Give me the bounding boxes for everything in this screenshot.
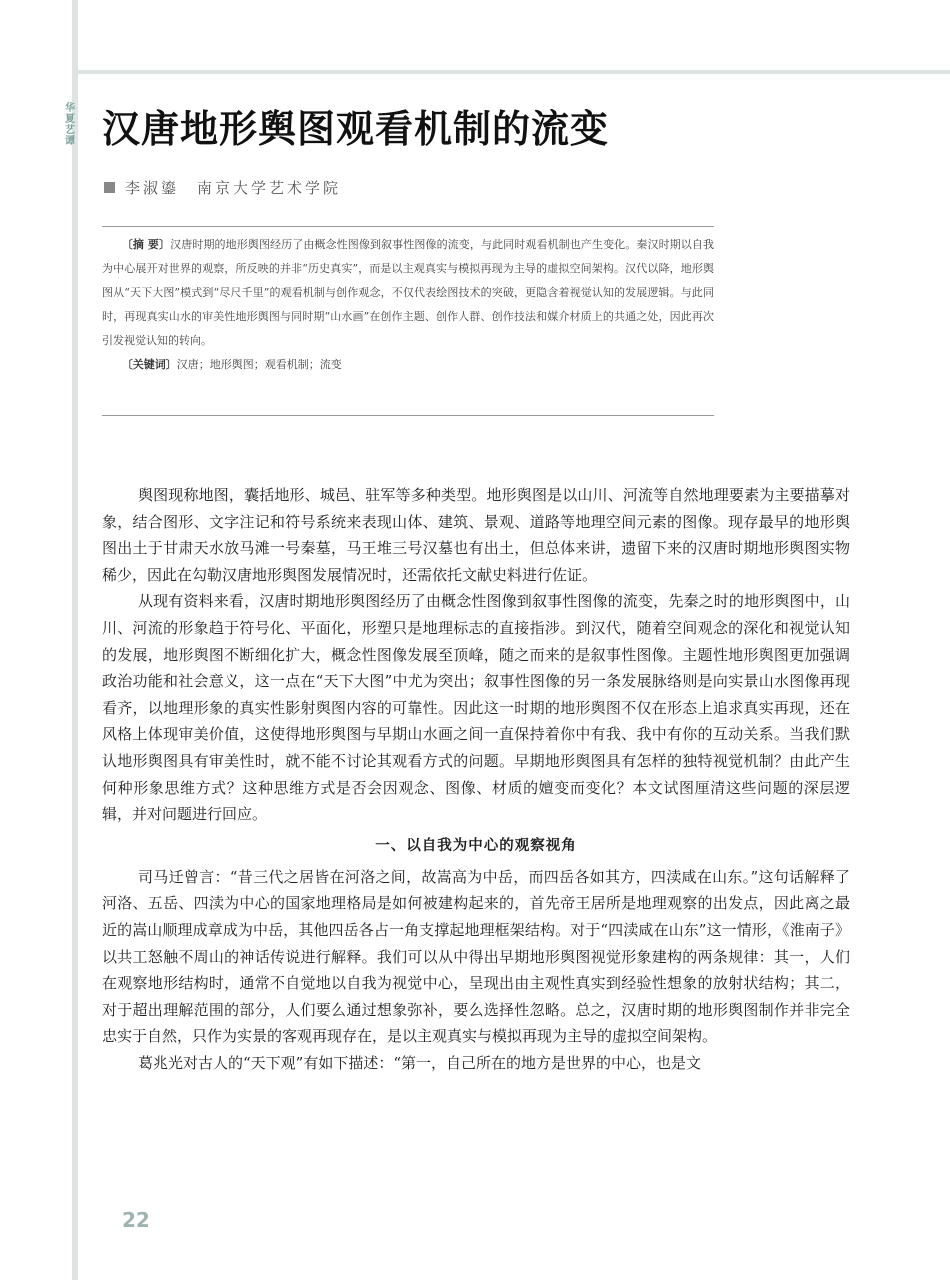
body-paragraph-1: 舆图现称地图，囊括地形、城邑、驻军等多种类型。地形舆图是以山川、河流等自然地理要素为主要描摹对象，结合图形、文字注记和符号系统来表现山体、建筑、景观、道路等地理空间元素的图像。现存最早的地形舆图出土于甘肃天水放马滩一号秦墓，马王堆三号汉墓也有出土，但总体来讲，遗留下来的汉唐时期地形舆图实物稀少，因此在勾勒汉唐地形舆图发展情况时，还需依托文献史料进行佐证。: [102, 486, 850, 584]
article-body: [102, 482, 850, 1076]
keywords-paragraph: [102, 353, 714, 377]
header-rule: [78, 70, 950, 74]
section-heading-1: 一、以自我为中心的观察视角: [375, 836, 577, 854]
body-paragraph-4: 葛兆光对古人的“天下观”有如下描述：“第一，自己所在的地方是世界的中心，也是文: [138, 1053, 702, 1072]
body-paragraph-3: 司马迁曾言：“昔三代之居皆在河洛之间，故嵩高为中岳，而四岳各如其方，四渎咸在山东。”这句话解释了河洛、五岳、四渎为中心的国家地理格局是如何被建构起来的，首先帝王居所是地理观察的出发点，因此离之最近的嵩山顺理成章成为中岳，其他四岳各占一角支撑起地理框架结构。对于“四渎咸在山东”这一情形，《淮南子》以共工怒触不周山的神话传说进行解释。我们可以从中得出早期地形舆图视觉形象建构的两条规律：其一，人们在观察地形结构时，通常不自觉地以自我为视觉中心，呈现出由主观性真实到经验性想象的放射状结构；其二，对于超出理解范围的部分，人们要么通过想象弥补，要么选择性忽略。总之，汉唐时期的地形舆图制作并非完全忠实于自然，只作为实景的客观再现存在，是以主观真实与模拟再现为主导的虚拟空间架构。: [102, 867, 850, 1046]
abstract-label: 〔摘 要〕: [121, 238, 171, 251]
author-affiliation: 南京大学艺术学院: [197, 179, 342, 197]
square-bullet-icon: [104, 182, 115, 193]
abstract-paragraph: [102, 233, 714, 353]
abstract-text: 汉唐时期的地形舆图经历了由概念性图像到叙事性图像的流变，与此同时观看机制也产生变化。秦汉时期以自我为中心展开对世界的观察，所反映的并非“历史真实”，而是以主观真实与模拟再现为主导的虚拟空间架构。汉代以降，地形舆图从“天下大图”模式到“尽尺千里”的观看机制与创作观念，不仅代表绘图技术的突破，更隐含着视觉认知的发展逻辑。与此同时，再现真实山水的审美性地形舆图与同时期“山水画”在创作主题、创作人群、创作技法和媒介材质上的共通之处，因此再次引发视觉认知的转向。: [102, 238, 714, 347]
abstract-block: [102, 226, 714, 416]
author-line: [104, 177, 341, 198]
article-title: 汉唐地形舆图观看机制的流变: [102, 106, 610, 151]
journal-tag: 华夏艺谭: [65, 103, 75, 147]
keywords-text: 汉唐；地形舆图；观看机制；流变: [176, 358, 342, 371]
author-name: 李淑鎏: [125, 179, 180, 197]
page-number: 22: [122, 1208, 150, 1232]
body-paragraph-2: 从现有资料来看，汉唐时期地形舆图经历了由概念性图像到叙事性图像的流变，先秦之时的地形舆图中，山川、河流的形象趋于符号化、平面化，形塑只是地理标志的直接指涉。到汉代，随着空间观念的深化和视觉认知的发展，地形舆图不断细化扩大，概念性图像发展至顶峰，随之而来的是叙事性图像。主题性地形舆图更加强调政治功能和社会意义，这一点在“天下大图”中尤为突出；叙事性图像的另一条发展脉络则是向实景山水图像再现看齐，以地理形象的真实性影射舆图内容的可靠性。因此这一时期的地形舆图不仅在形态上追求真实再现，还在风格上体现审美价值，这使得地形舆图与早期山水画之间一直保持着你中有我、我中有你的互动关系。当我们默认地形舆图具有审美性时，就不能不讨论其观看方式的问题。早期地形舆图具有怎样的独特视觉机制？由此产生何种形象思维方式？这种思维方式是否会因观念、图像、材质的嬗变而变化？本文试图厘清这些问题的深层逻辑，并对问题进行回应。: [102, 592, 850, 824]
keywords-label: 〔关键词〕: [121, 358, 177, 371]
margin-bar: [72, 0, 78, 1280]
